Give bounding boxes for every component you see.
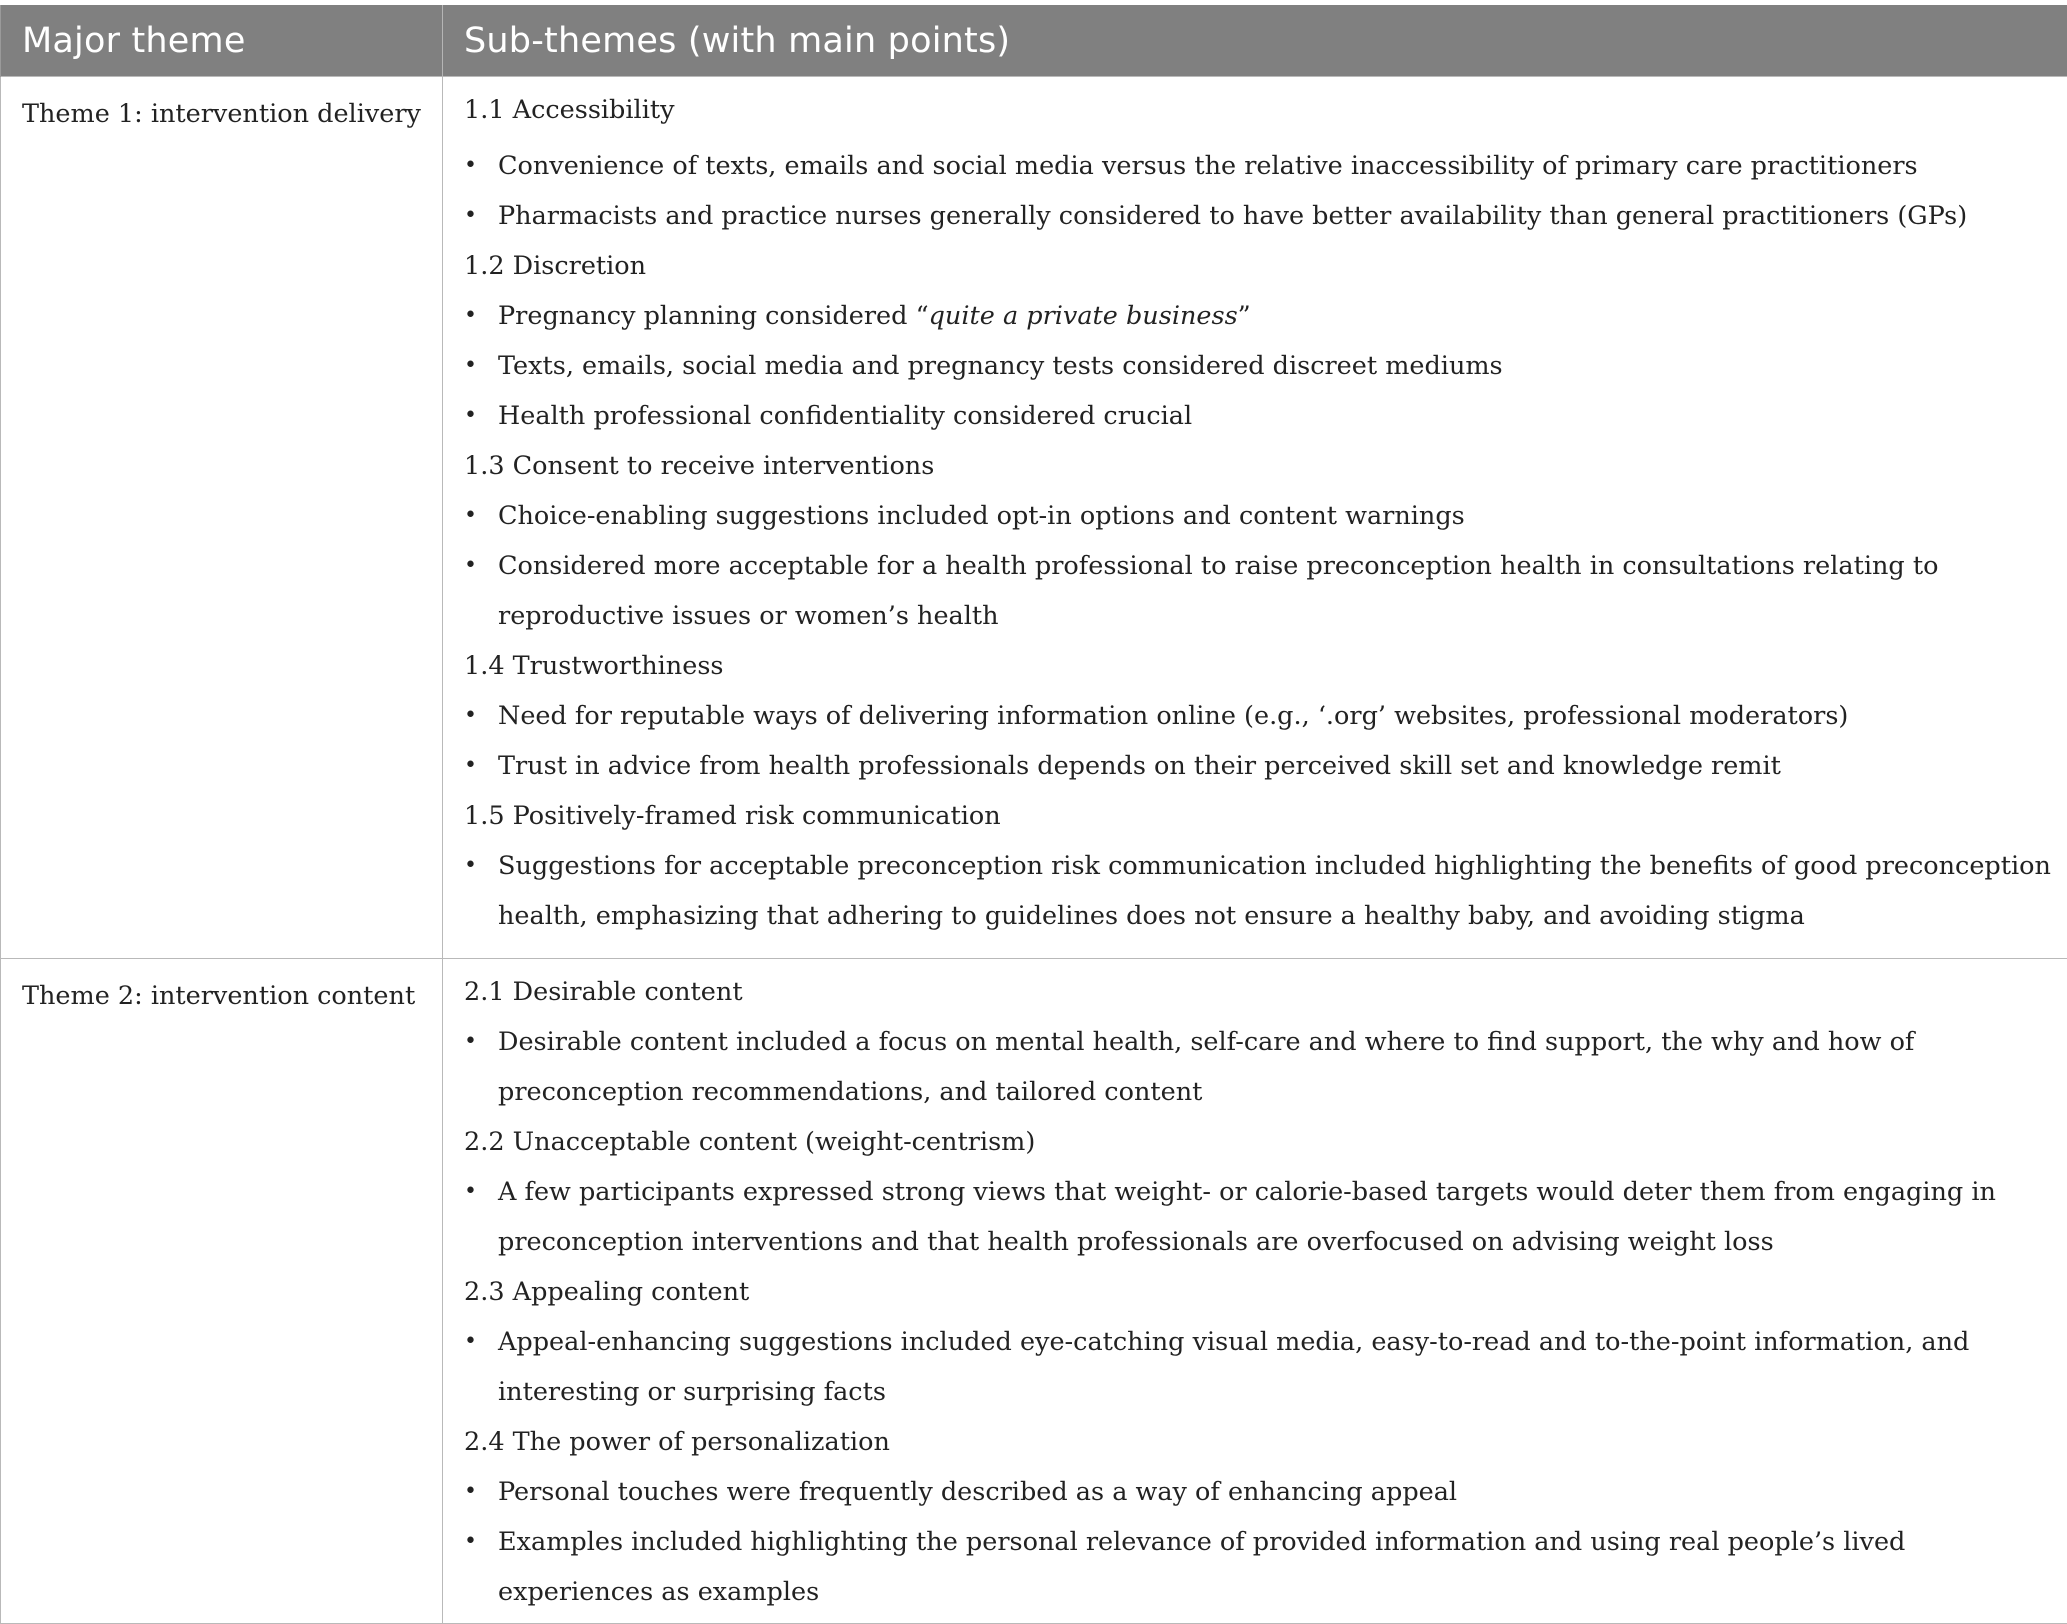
subtheme-title: 1.3 Consent to receive interventions xyxy=(464,441,2051,491)
list-item xyxy=(464,291,2051,341)
list-item: • A few participants expressed strong views that weight- or calorie-based targets would deter them from engaging in preconception interventions and that health professionals are overfocused on advising weight loss xyxy=(464,1167,2051,1267)
subtheme-title: 2.4 The power of personalization xyxy=(464,1417,2051,1467)
list-item: • Convenience of texts, emails and social media versus the relative inaccessibility of primary care practitioners xyxy=(464,141,2051,191)
list-item: • Choice-enabling suggestions included opt-in options and content warnings xyxy=(464,491,2051,541)
point-list xyxy=(464,841,2051,941)
major-theme-cell: Theme 1: intervention delivery xyxy=(1,77,443,959)
list-item: • Texts, emails, social media and pregnancy tests considered discreet mediums xyxy=(464,341,2051,391)
point-text: Pregnancy planning considered “ xyxy=(498,301,929,331)
point-list xyxy=(464,141,2051,241)
list-item: • Suggestions for acceptable preconception risk communication included highlighting the benefits of good preconception health, emphasizing that adhering to guidelines does not ensure a healthy baby, and avoiding stigma xyxy=(464,841,2051,941)
list-item: • Pharmacists and practice nurses generally considered to have better availability than general practitioners (GPs) xyxy=(464,191,2051,241)
subtheme-title: 1.2 Discretion xyxy=(464,241,2051,291)
quoted-phrase: quite a private business xyxy=(929,301,1238,331)
list-item: • Health professional confidentiality considered crucial xyxy=(464,391,2051,441)
table-row xyxy=(1,77,2067,959)
table-header xyxy=(1,5,2067,77)
major-theme-cell: Theme 2: intervention content xyxy=(1,959,443,1624)
list-item: • Appeal-enhancing suggestions included eye-catching visual media, easy-to-read and to-the-point information, and interesting or surprising facts xyxy=(464,1317,2051,1417)
point-list xyxy=(464,1167,2051,1267)
list-item: • Trust in advice from health professionals depends on their perceived skill set and knowledge remit xyxy=(464,741,2051,791)
sub-themes-cell xyxy=(443,959,2067,1624)
header-major-theme: Major theme xyxy=(1,5,443,77)
table-row xyxy=(1,959,2067,1624)
list-item: • Desirable content included a focus on mental health, self-care and where to find support, the why and how of preconception recommendations, and tailored content xyxy=(464,1017,2051,1117)
list-item: • Examples included highlighting the personal relevance of provided information and using real people’s lived experiences as examples xyxy=(464,1517,2051,1617)
subtheme-title: 2.2 Unacceptable content (weight-centrism) xyxy=(464,1117,2051,1167)
subtheme-title: 1.4 Trustworthiness xyxy=(464,641,2051,691)
subtheme-title: 2.3 Appealing content xyxy=(464,1267,2051,1317)
subtheme-title: 1.5 Positively-framed risk communication xyxy=(464,791,2051,841)
themes-table xyxy=(0,5,2067,1624)
point-text: ” xyxy=(1238,301,1251,331)
point-list xyxy=(464,691,2051,791)
subtheme-title: 1.1 Accessibility xyxy=(464,85,2051,135)
header-sub-themes: Sub-themes (with main points) xyxy=(443,5,2067,77)
list-item: • Personal touches were frequently described as a way of enhancing appeal xyxy=(464,1467,2051,1517)
point-list xyxy=(464,1467,2051,1617)
sub-themes-cell xyxy=(443,77,2067,959)
point-list xyxy=(464,1017,2051,1117)
list-item: • Need for reputable ways of delivering information online (e.g., ‘.org’ websites, professional moderators) xyxy=(464,691,2051,741)
point-list xyxy=(464,1317,2051,1417)
list-item: • Considered more acceptable for a health professional to raise preconception health in consultations relating to reproductive issues or women’s health xyxy=(464,541,2051,641)
subtheme-title: 2.1 Desirable content xyxy=(464,967,2051,1017)
point-list xyxy=(464,291,2051,441)
point-list xyxy=(464,491,2051,641)
